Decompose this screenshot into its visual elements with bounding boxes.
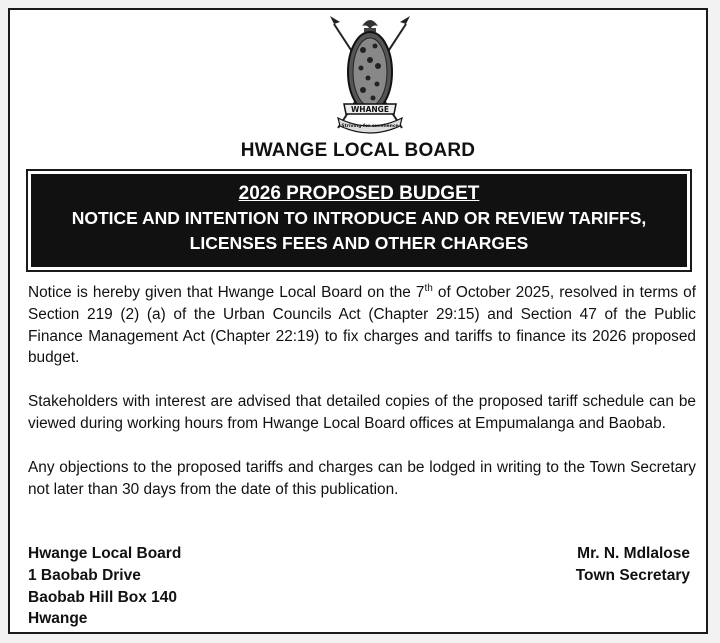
signatory-name: Mr. N. Mdlalose <box>577 545 690 562</box>
notice-body <box>28 282 696 522</box>
notice-banner-inner <box>31 174 687 267</box>
board-address <box>28 543 181 630</box>
address-line: Hwange <box>28 610 88 628</box>
coat-of-arms-logo <box>328 16 412 140</box>
address-line: 1 Baobab Drive <box>28 566 141 584</box>
signatory-block <box>576 543 690 587</box>
paragraph-objections: Any objections to the proposed tariffs and charges can be lodged in writing to the Town Secretary not later than 30 days from the date of this publication. <box>28 458 696 498</box>
address-line: Baobab Hill Box 140 <box>28 588 178 606</box>
notice-subtitle-line2: LICENSES FEES AND OTHER CHARGES <box>189 233 529 253</box>
notice-banner <box>26 169 692 272</box>
logo-motto: Striving for excellence <box>341 124 399 129</box>
address-line: Hwange Local Board <box>28 545 182 562</box>
signatory-title: Town Secretary <box>575 566 690 584</box>
notice-subtitle-line1: NOTICE AND INTENTION TO INTRODUCE AND OR REVIEW TARIFFS, <box>71 208 647 228</box>
board-name: HWANGE LOCAL BOARD <box>240 140 476 161</box>
budget-title: 2026 PROPOSED BUDGET <box>238 183 480 204</box>
logo-banner-text: WHANGE <box>351 105 389 114</box>
notice-frame <box>8 8 708 634</box>
paragraph-stakeholders: Stakeholders with interest are advised that detailed copies of the proposed tariff schedule can be viewed during working hours from Hwange Local Board offices at Empumalanga and Baobab. <box>28 393 696 432</box>
paragraph-resolution: Notice is hereby given that Hwange Local Board on the 7th of October 2025, resolved in terms of Section 219 (2) (a) of the Urban Councils Act (Chapter 29:15) and Section 47 of the Public Finance Management Act (Chapter 22:19) to fix charges and tariffs to finance its 2026 proposed budget. <box>28 282 696 367</box>
